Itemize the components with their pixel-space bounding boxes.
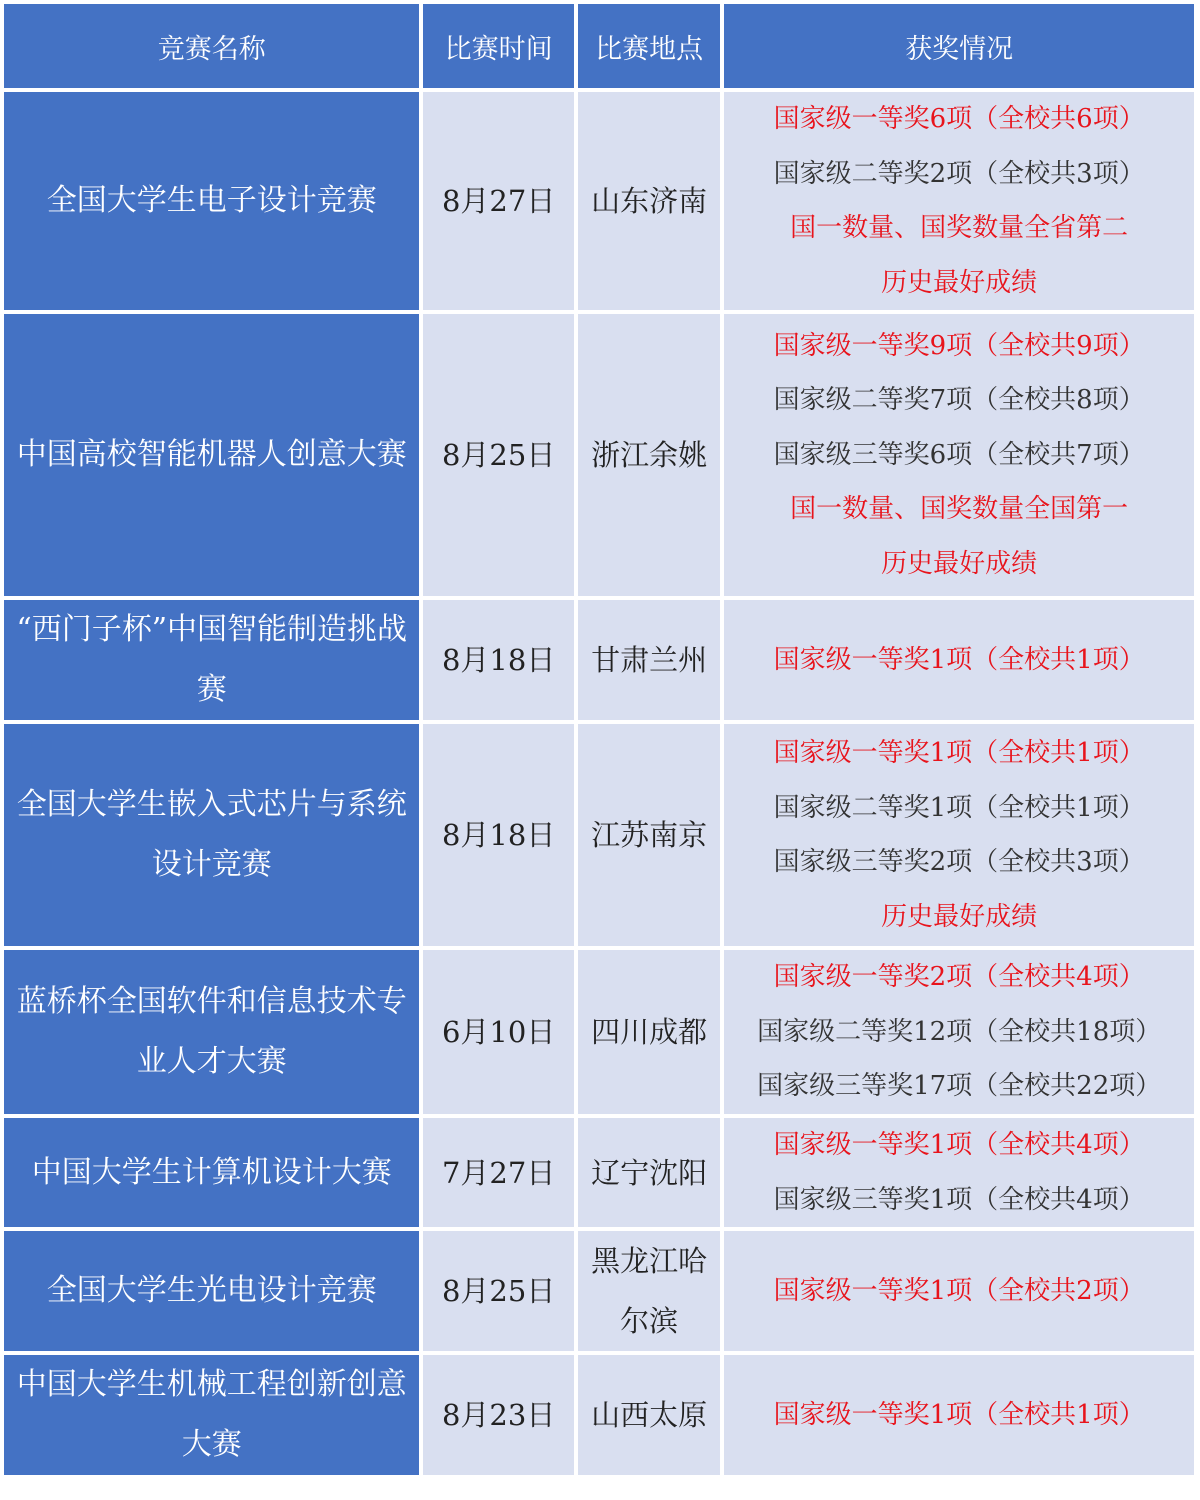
award-line-highlight: 国家级一等奖1项（全校共1项） [773, 1399, 1145, 1430]
competition-location: 山东济南 [578, 92, 720, 310]
competition-location: 山西太原 [578, 1355, 720, 1475]
competition-date: 8月18日 [423, 600, 574, 720]
awards-list [724, 1118, 1194, 1227]
competition-location: 四川成都 [578, 950, 720, 1114]
award-line-highlight: 历史最好成绩 [881, 901, 1038, 932]
competition-date: 8月27日 [423, 92, 574, 310]
award-line-highlight: 国家级一等奖1项（全校共4项） [773, 1130, 1145, 1160]
header-awards: 获奖情况 [724, 4, 1194, 88]
competition-name: 全国大学生电子设计竞赛 [4, 92, 419, 310]
awards-list [724, 314, 1194, 596]
table-row [4, 92, 1194, 310]
awards-list [724, 724, 1194, 946]
award-line-highlight: 国家级一等奖9项（全校共9项） [773, 330, 1145, 361]
table-body [4, 92, 1194, 1475]
award-line: 国家级二等奖7项（全校共8项） [773, 385, 1145, 416]
award-line: 国家级三等奖2项（全校共3项） [773, 847, 1145, 877]
table-row [4, 1355, 1194, 1475]
competition-date: 6月10日 [423, 950, 574, 1114]
competition-name: 全国大学生嵌入式芯片与系统设计竞赛 [4, 724, 419, 946]
award-line: 国家级二等奖2项（全校共3项） [773, 158, 1145, 189]
award-line-highlight: 历史最好成绩 [881, 548, 1038, 579]
header-date: 比赛时间 [423, 4, 574, 88]
competition-name: 中国大学生计算机设计大赛 [4, 1118, 419, 1227]
competition-date: 7月27日 [423, 1118, 574, 1227]
competition-date: 8月25日 [423, 314, 574, 596]
awards-list [724, 950, 1194, 1114]
table-row [4, 724, 1194, 946]
award-line-highlight: 国家级一等奖1项（全校共1项） [773, 738, 1145, 768]
competition-location: 江苏南京 [578, 724, 720, 946]
competition-name: 中国大学生机械工程创新创意大赛 [4, 1355, 419, 1475]
award-line: 国家级二等奖12项（全校共18项） [757, 1016, 1162, 1047]
table-row [4, 1231, 1194, 1351]
competition-location: 浙江余姚 [578, 314, 720, 596]
competition-date: 8月18日 [423, 724, 574, 946]
awards-list [724, 1231, 1194, 1351]
table-row [4, 1118, 1194, 1227]
header-row [4, 4, 1194, 88]
header-location: 比赛地点 [578, 4, 720, 88]
award-line-highlight: 国一数量、国奖数量全国第一 [790, 494, 1129, 525]
table-row [4, 600, 1194, 720]
award-line: 国家级三等奖6项（全校共7项） [773, 439, 1145, 470]
competition-name: “西门子杯”中国智能制造挑战赛 [4, 600, 419, 720]
header-competition-name: 竞赛名称 [4, 4, 419, 88]
award-line-highlight: 国家级一等奖1项（全校共1项） [773, 644, 1145, 675]
award-line: 国家级三等奖1项（全校共4项） [773, 1184, 1145, 1215]
awards-list [724, 1355, 1194, 1475]
award-line-highlight: 国家级一等奖1项（全校共2项） [773, 1275, 1145, 1306]
award-line-highlight: 国家级一等奖2项（全校共4项） [773, 962, 1145, 993]
award-line-highlight: 国一数量、国奖数量全省第二 [790, 213, 1129, 243]
awards-list [724, 600, 1194, 720]
competition-name: 中国高校智能机器人创意大赛 [4, 314, 419, 596]
award-line-highlight: 历史最好成绩 [881, 267, 1038, 298]
competition-name: 蓝桥杯全国软件和信息技术专业人才大赛 [4, 950, 419, 1114]
competition-name: 全国大学生光电设计竞赛 [4, 1231, 419, 1351]
award-line: 国家级三等奖17项（全校共22项） [757, 1071, 1162, 1102]
awards-list [724, 92, 1194, 310]
table-row [4, 314, 1194, 596]
award-line: 国家级二等奖1项（全校共1项） [773, 792, 1145, 823]
competition-date: 8月23日 [423, 1355, 574, 1475]
table-row [4, 950, 1194, 1114]
competition-date: 8月25日 [423, 1231, 574, 1351]
award-line-highlight: 国家级一等奖6项（全校共6项） [773, 104, 1145, 134]
competition-location: 甘肃兰州 [578, 600, 720, 720]
competition-location: 黑龙江哈尔滨 [578, 1231, 720, 1351]
competition-location: 辽宁沈阳 [578, 1118, 720, 1227]
